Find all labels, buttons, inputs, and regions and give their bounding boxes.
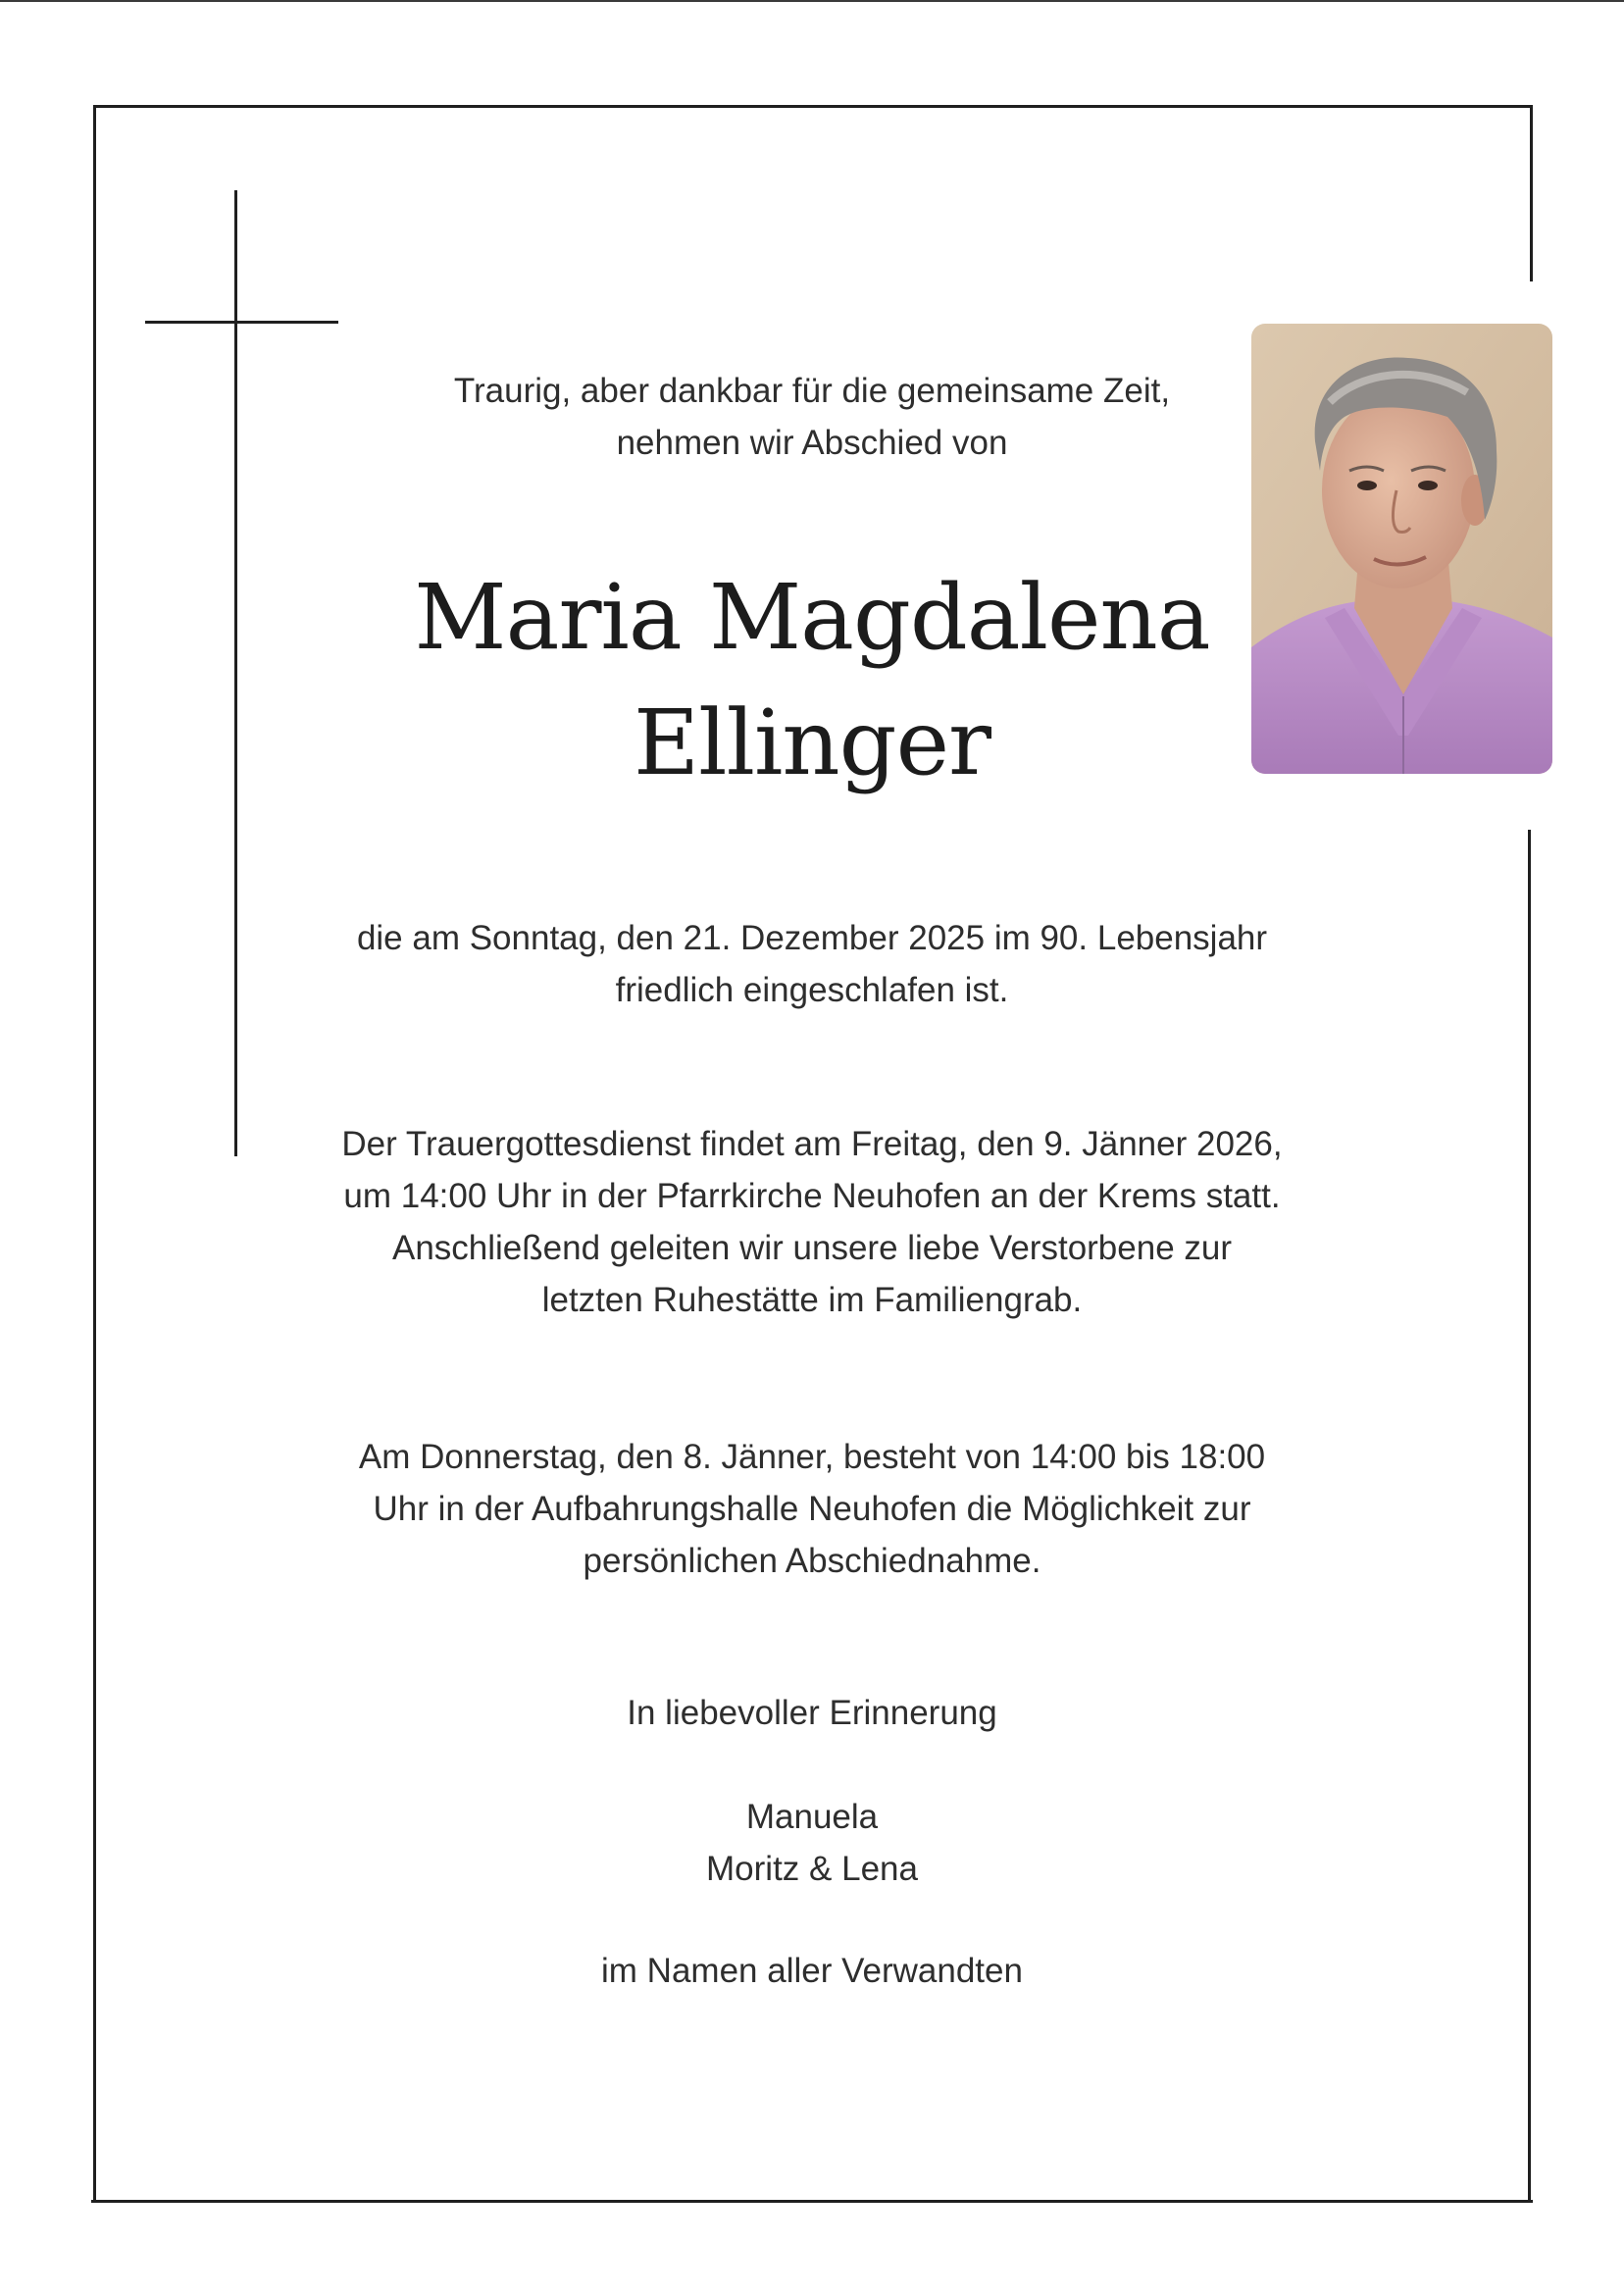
funeral-service-text <box>226 1118 1398 1326</box>
intro-line: Traurig, aber dankbar für die gemeinsame Zeit, <box>453 372 1171 410</box>
funeral-service-line: Der Trauergottesdienst findet am Freitag, den 9. Jänner 2026, <box>341 1125 1283 1163</box>
deceased-name <box>226 555 1398 806</box>
deceased-first-names: Maria Magdalena <box>414 565 1210 670</box>
remembrance-text: In liebevoller Erinnerung <box>627 1694 997 1732</box>
death-notice <box>226 912 1398 1016</box>
frame-right-border-lower <box>1528 830 1531 2202</box>
relatives-text: im Namen aller Verwandten <box>601 1952 1023 1990</box>
intro-line: nehmen wir Abschied von <box>616 424 1008 462</box>
scan-edge-line <box>0 0 1624 2</box>
deceased-surname: Ellinger <box>634 690 990 795</box>
viewing-line: Uhr in der Aufbahrungshalle Neuhofen die Möglichkeit zur <box>373 1490 1251 1528</box>
funeral-service-line: um 14:00 Uhr in der Pfarrkirche Neuhofen an der Krems statt. <box>343 1177 1281 1215</box>
intro-text <box>226 365 1398 469</box>
relatives-line <box>226 1945 1398 1997</box>
signers <box>226 1791 1398 1895</box>
frame-left-border <box>93 105 96 2202</box>
portrait-eye-right <box>1418 481 1438 490</box>
funeral-service-line: Anschließend geleiten wir unsere liebe Verstorbene zur <box>391 1229 1233 1267</box>
frame-top-border <box>93 105 1533 108</box>
frame-bottom-border <box>91 2200 1533 2203</box>
viewing-line: Am Donnerstag, den 8. Jänner, besteht von 14:00 bis 18:00 <box>358 1438 1266 1476</box>
cross-horizontal-bar <box>145 321 338 324</box>
signer-name: Manuela <box>745 1798 879 1836</box>
death-notice-line: die am Sonntag, den 21. Dezember 2025 im 90. Lebensjahr <box>356 919 1268 957</box>
viewing-text <box>226 1431 1398 1587</box>
frame-right-border-upper <box>1530 105 1533 281</box>
viewing-line: persönlichen Abschiednahme. <box>583 1542 1041 1580</box>
signer-name: Moritz & Lena <box>706 1850 918 1888</box>
portrait-eye-left <box>1357 481 1377 490</box>
funeral-service-line: letzten Ruhestätte im Familiengrab. <box>541 1281 1083 1319</box>
remembrance-line <box>226 1687 1398 1739</box>
death-notice-line: friedlich eingeschlafen ist. <box>615 971 1009 1009</box>
